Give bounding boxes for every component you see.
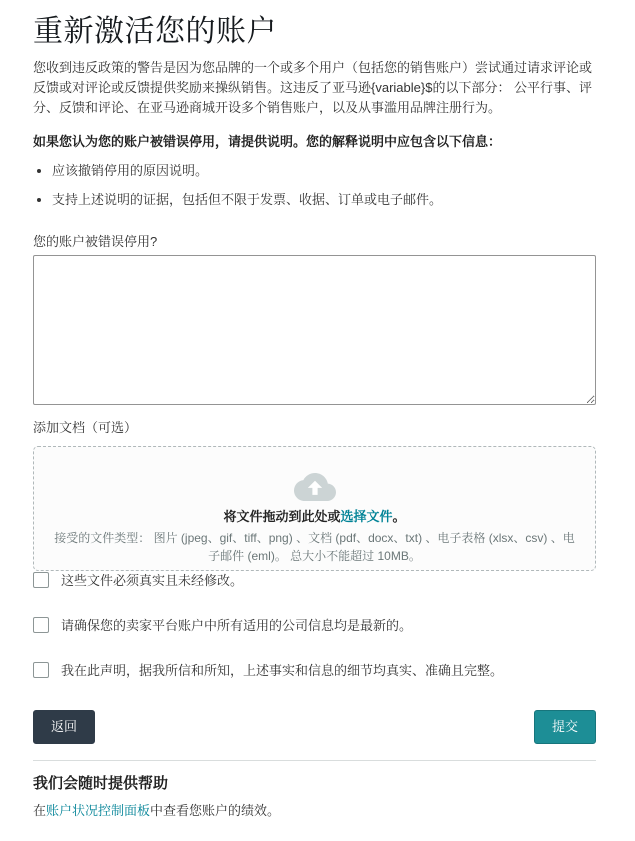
section-divider [33, 760, 596, 761]
checkbox-row-company-info[interactable] [33, 616, 596, 635]
checkbox-row-authentic-files[interactable] [33, 571, 596, 590]
instruction-item-evidence: • 支持上述说明的证据，包括但不限于发票、收据、订单或电子邮件。 [52, 190, 596, 210]
company-info-label[interactable]: 请确保您的卖家平台账户中所有适用的公司信息均是最新的。 [61, 618, 413, 633]
company-info-checkbox[interactable] [33, 617, 49, 633]
drag-text-suffix: 。 [392, 509, 406, 524]
instructions-heading: 如果您认为您的账户被错误停用，请提供说明。您的解释说明中应包含以下信息： [33, 134, 502, 149]
explanation-textarea[interactable] [33, 255, 596, 405]
help-text-suffix: 中查看您账户的绩效。 [150, 803, 281, 818]
help-text-prefix: 在 [33, 803, 47, 818]
cloud-upload-icon [52, 473, 577, 501]
declaration-label[interactable]: 我在此声明，据我所信和所知，上述事实和信息的细节均真实、准确且完整。 [61, 663, 504, 678]
authentic-files-label[interactable]: 这些文件必须真实且未经修改。 [61, 573, 244, 588]
page-title: 重新激活您的账户 [33, 15, 277, 48]
policy-violation-paragraph: 您收到违反政策的警告是因为您品牌的一个或多个用户（包括您的销售账户）尝试通过请求评论或反馈或对评论或反馈提供奖励来操纵销售。这违反了亚马逊{variable}$的以下部分： 公平行事、评分、反馈和评论、在亚马逊商城开设多个销售账户，以及从事滥用品牌注册行为。 [33, 60, 593, 115]
submit-button[interactable]: 提交 [534, 710, 596, 744]
account-health-dashboard-link[interactable]: 账户状况控制面板 [46, 803, 151, 818]
explanation-label: 您的账户被错误停用? [33, 234, 158, 249]
checkbox-row-declaration[interactable] [33, 661, 596, 680]
authentic-files-checkbox[interactable] [33, 572, 49, 588]
declaration-checkbox[interactable] [33, 662, 49, 678]
accepted-file-types: 接受的文件类型： 图片 (jpeg、gif、tiff、png) 、文档 (pdf、docx、txt) 、电子表格 (xlsx、csv) 、电子邮件 (eml)。 总大小不能超过 10MB。 [54, 531, 575, 563]
dropzone-instruction [52, 508, 577, 526]
file-dropzone[interactable] [33, 446, 596, 571]
add-documents-label: 添加文档（可选） [33, 420, 138, 435]
help-heading: 我们会随时提供帮助 [33, 775, 169, 792]
instruction-list [33, 161, 596, 210]
drag-text: 将文件拖动到此处或 [223, 509, 341, 524]
action-button-row [33, 710, 596, 744]
help-text [33, 801, 596, 821]
instruction-item-reason: • 应该撤销停用的原因说明。 [52, 161, 596, 181]
choose-files-link[interactable]: 选择文件 [340, 509, 393, 524]
back-button[interactable]: 返回 [33, 710, 95, 744]
